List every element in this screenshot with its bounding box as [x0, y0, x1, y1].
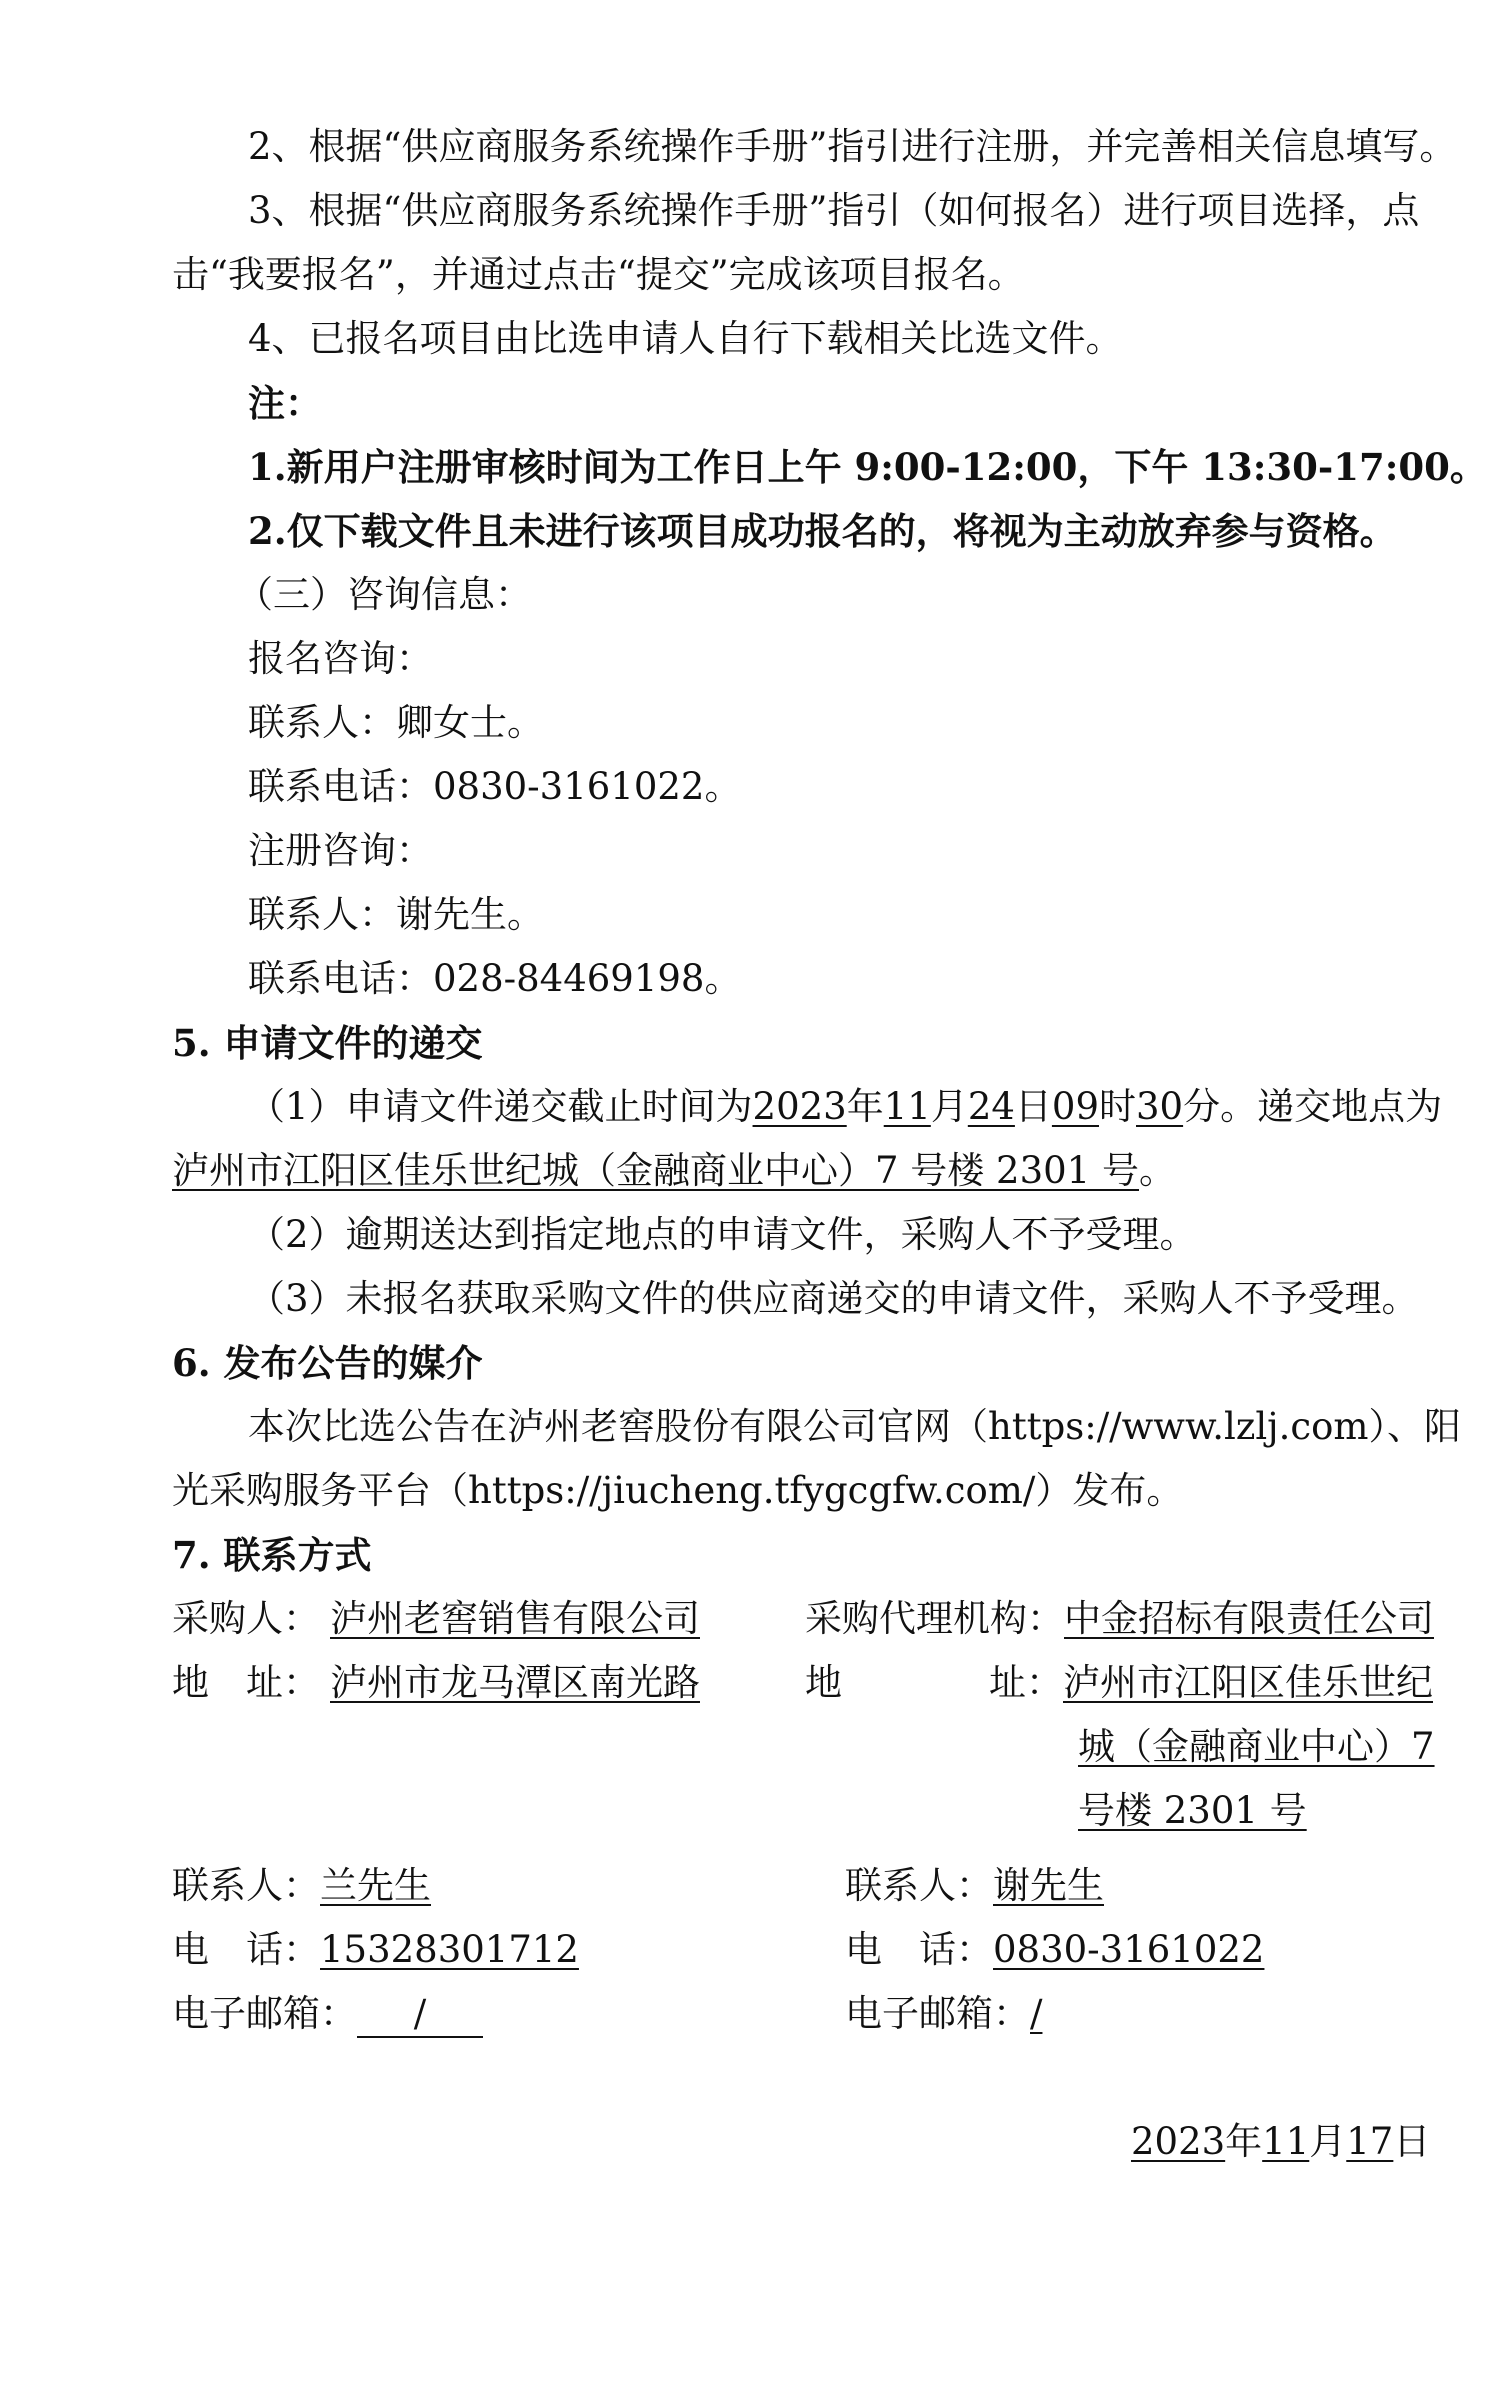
- section5-heading: 5. 申请文件的递交: [172, 1021, 483, 1065]
- consult-heading: （三）咨询信息：: [236, 573, 532, 616]
- deadline-day: 24: [967, 1085, 1015, 1128]
- section5-p2: （2）逾期送达到指定地点的申请文件，采购人不予受理。: [248, 1213, 1197, 1256]
- address-right-line2-wrap: [1078, 1725, 1435, 1769]
- email-label-left: 电子邮箱：: [172, 1992, 357, 2035]
- address-right-label-a: 地: [805, 1661, 842, 1704]
- address-right-row: [989, 1661, 1433, 1705]
- address-right-line2: 城（金融商业中心）7: [1078, 1725, 1435, 1768]
- deadline-prefix: （1）申请文件递交截止时间为: [248, 1085, 753, 1128]
- document-date: [1131, 2120, 1430, 2164]
- section6-heading: 6. 发布公告的媒介: [172, 1341, 483, 1385]
- register-phone: 联系电话：028-84469198。: [248, 957, 742, 1000]
- section6-line2: 光采购服务平台（https://jiucheng.tfygcgfw.com/）发布。: [172, 1469, 1184, 1512]
- note-2: 2.仅下载文件且未进行该项目成功报名的，将视为主动放弃参与资格。: [248, 509, 1397, 553]
- email-left-row: [172, 1992, 483, 2038]
- submission-location: 泸州市江阳区佳乐世纪城（金融商业中心）7 号楼 2301 号: [172, 1149, 1139, 1192]
- contact-left-row: [172, 1864, 479, 1908]
- deadline-minute: 30: [1136, 1085, 1184, 1128]
- phone-left: 15328301712: [320, 1928, 579, 1971]
- instruction-step3-line1: 3、根据“供应商服务系统操作手册”指引（如何报名）进行项目选择，点: [248, 189, 1420, 232]
- address-right-line1: 泸州市江阳区佳乐世纪: [1063, 1661, 1433, 1704]
- instruction-step2: 2、根据“供应商服务系统操作手册”指引进行注册，并完善相关信息填写。: [248, 125, 1457, 168]
- email-left: /: [357, 1992, 483, 2038]
- agency-row: [805, 1597, 1434, 1641]
- unit-minute: 分。递交地点为: [1183, 1085, 1443, 1128]
- unit-year: 年: [846, 1085, 884, 1128]
- date-year-unit: 年: [1225, 2120, 1263, 2163]
- agency-label: 采购代理机构：: [805, 1597, 1064, 1640]
- unit-month: 月: [930, 1085, 968, 1128]
- section6-line1: 本次比选公告在泸州老窖股份有限公司官网（https://www.lzlj.com）、阳: [248, 1405, 1461, 1448]
- signup-phone: 联系电话：0830-3161022。: [248, 765, 742, 808]
- address-left-row: [172, 1661, 740, 1705]
- unit-hour: 时: [1099, 1085, 1136, 1128]
- purchaser-row: [172, 1597, 718, 1641]
- contact-right: 谢先生: [993, 1864, 1104, 1907]
- date-month-unit: 月: [1309, 2120, 1347, 2163]
- deadline-month: 11: [883, 1085, 931, 1128]
- notes-heading: 注：: [248, 381, 322, 425]
- register-contact: 联系人：谢先生。: [248, 893, 544, 936]
- contact-left: 兰先生: [320, 1864, 431, 1907]
- address-label-left: 地 址：: [172, 1661, 320, 1704]
- address-right-line3-wrap: [1078, 1789, 1307, 1833]
- note-1: 1.新用户注册审核时间为工作日上午 9:00-12:00，下午 13:30-17:00。: [248, 445, 1487, 489]
- section5-p3: （3）未报名获取采购文件的供应商递交的申请文件，采购人不予受理。: [248, 1277, 1419, 1320]
- section5-deadline: [248, 1085, 1442, 1129]
- instruction-step4: 4、已报名项目由比选申请人自行下载相关比选文件。: [248, 317, 1123, 360]
- purchaser-label: 采购人：: [172, 1597, 320, 1640]
- address-left: 泸州市龙马潭区南光路: [330, 1661, 700, 1704]
- date-month: 11: [1262, 2120, 1310, 2163]
- phone-right: 0830-3161022: [993, 1928, 1265, 1971]
- signup-contact: 联系人：卿女士。: [248, 701, 544, 744]
- phone-label-right: 电 话：: [845, 1928, 993, 1971]
- purchaser-name: 泸州老窖销售有限公司: [330, 1597, 700, 1640]
- address-right-label-b: 址：: [989, 1661, 1063, 1704]
- phone-left-row: [172, 1928, 579, 1972]
- date-day-unit: 日: [1393, 2120, 1431, 2163]
- phone-right-row: [845, 1928, 1264, 1972]
- phone-label-left: 电 话：: [172, 1928, 320, 1971]
- email-right-row: [845, 1992, 1042, 2036]
- contact-label-left: 联系人：: [172, 1864, 320, 1907]
- deadline-year: 2023: [752, 1085, 847, 1128]
- section5-location: [172, 1149, 1176, 1193]
- register-consult-heading: 注册咨询：: [248, 829, 433, 872]
- location-end: 。: [1139, 1149, 1176, 1192]
- email-right: /: [1030, 1992, 1043, 2035]
- contact-label-right: 联系人：: [845, 1864, 993, 1907]
- unit-day: 日: [1014, 1085, 1052, 1128]
- date-year: 2023: [1131, 2120, 1226, 2163]
- agency-name: 中金招标有限责任公司: [1064, 1597, 1434, 1640]
- signup-consult-heading: 报名咨询：: [248, 637, 433, 680]
- section7-heading: 7. 联系方式: [172, 1533, 372, 1577]
- contact-right-row: [845, 1864, 1104, 1908]
- email-label-right: 电子邮箱：: [845, 1992, 1030, 2035]
- deadline-hour: 09: [1051, 1085, 1099, 1128]
- instruction-step3-line2: 击“我要报名”，并通过点击“提交”完成该项目报名。: [172, 253, 1025, 296]
- address-right-line3: 号楼 2301 号: [1078, 1789, 1307, 1832]
- date-day: 17: [1346, 2120, 1394, 2163]
